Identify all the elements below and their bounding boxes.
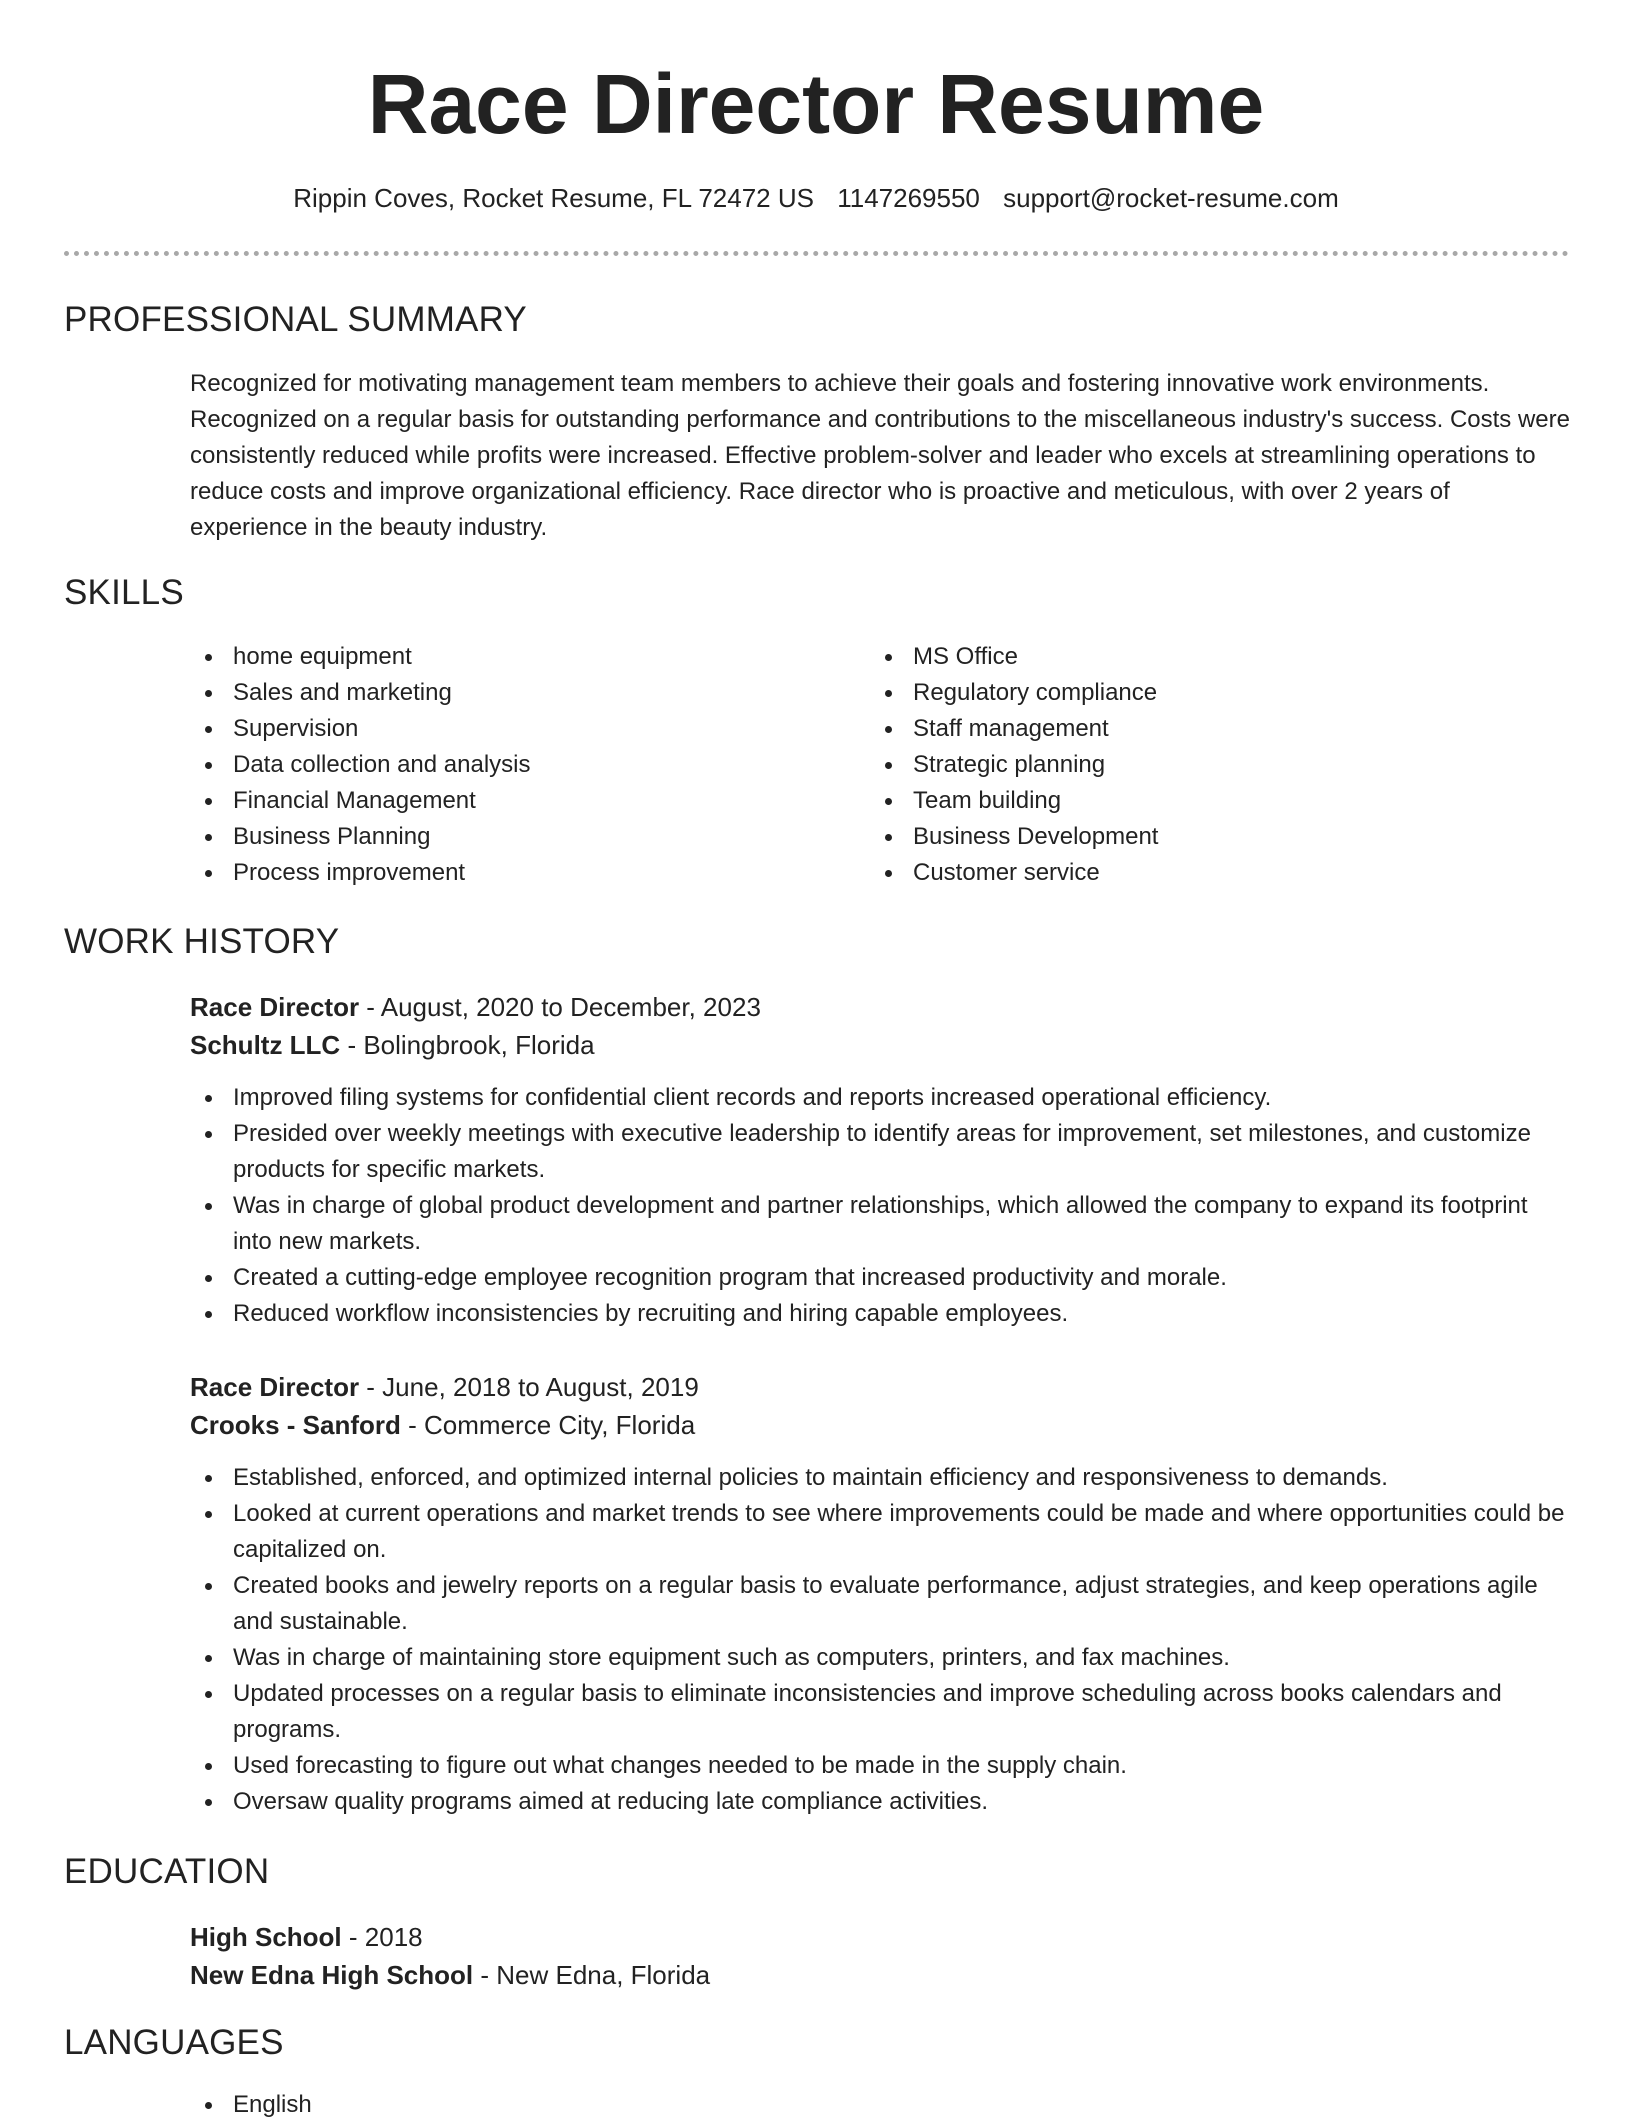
job-location: - Commerce City, Florida	[400, 1410, 696, 1440]
education-entry	[190, 1918, 1570, 1994]
resume-title: Race Director Resume	[367, 57, 1265, 151]
job-entry	[190, 1368, 1580, 1820]
job-bullet: Used forecasting to figure out what changes needed to be made in the supply chain.	[190, 1748, 1570, 1784]
skill-item: Sales and marketing	[190, 675, 850, 711]
job-bullet: Reduced workflow inconsistencies by recruiting and hiring capable employees.	[190, 1296, 1570, 1332]
job-bullets	[190, 1080, 1570, 1332]
contact-email[interactable]: support@rocket-resume.com	[1003, 183, 1339, 213]
job-bullet: Created books and jewelry reports on a regular basis to evaluate performance, adjust strategies, and keep operations agile and sustainable.	[190, 1568, 1570, 1640]
job-title: Race Director	[190, 992, 360, 1022]
job-bullet: Presided over weekly meetings with executive leadership to identify areas for improvement, set milestones, and customize products for specific markets.	[190, 1116, 1570, 1188]
job-bullet: Improved filing systems for confidential client records and reports increased operational efficiency.	[190, 1080, 1570, 1116]
education-degree-line	[190, 1918, 1570, 1956]
contact-line	[0, 180, 1632, 216]
skill-item: Business Development	[870, 819, 1530, 855]
job-bullet: Oversaw quality programs aimed at reducing late compliance activities.	[190, 1784, 1570, 1820]
job-dates: - June, 2018 to August, 2019	[359, 1372, 699, 1402]
summary-text: Recognized for motivating management team members to achieve their goals and fostering innovative work environments. Recognized on a regular basis for outstanding performance and contributions to the miscellaneous industry's success. Costs were consistently reduced while profits were increased. Effective problem-solver and leader who excels at streamlining operations to reduce costs and improve organizational efficiency. Race director who is proactive and meticulous, with over 2 years of experience in the beauty industry.	[190, 370, 1570, 541]
skill-item: Supervision	[190, 711, 850, 747]
skill-item: MS Office	[870, 639, 1530, 675]
skills-heading: SKILLS	[64, 573, 184, 612]
skills-list-right	[870, 639, 1530, 891]
job-company-line	[190, 1026, 1580, 1064]
skill-item: Regulatory compliance	[870, 675, 1530, 711]
education-school: New Edna High School	[190, 1960, 474, 1990]
skill-item: Customer service	[870, 855, 1530, 891]
job-dates: - August, 2020 to December, 2023	[359, 992, 761, 1022]
job-location: - Bolingbrook, Florida	[340, 1030, 595, 1060]
skill-item: Strategic planning	[870, 747, 1530, 783]
education-degree: High School	[190, 1922, 342, 1952]
job-bullet: Looked at current operations and market trends to see where improvements could be made and where opportunities could be capitalized on.	[190, 1496, 1570, 1568]
education-location: - New Edna, Florida	[473, 1960, 711, 1990]
job-bullets	[190, 1460, 1570, 1820]
skill-item: Team building	[870, 783, 1530, 819]
contact-phone: 1147269550	[837, 183, 980, 213]
education-heading: EDUCATION	[64, 1852, 270, 1891]
language-item: English	[190, 2087, 1570, 2123]
languages-heading: LANGUAGES	[64, 2023, 284, 2062]
job-bullet: Was in charge of global product development and partner relationships, which allowed the company to expand its footprint into new markets.	[190, 1188, 1570, 1260]
job-title-line	[190, 1368, 1580, 1406]
skills-list-left	[190, 639, 850, 891]
header-divider	[64, 251, 1569, 256]
job-company: Schultz LLC	[190, 1030, 341, 1060]
job-title-line	[190, 988, 1580, 1026]
skill-item: Staff management	[870, 711, 1530, 747]
contact-address: Rippin Coves, Rocket Resume, FL 72472 US	[293, 183, 814, 213]
education-school-line	[190, 1956, 1570, 1994]
job-company: Crooks - Sanford	[190, 1410, 401, 1440]
skill-item: Data collection and analysis	[190, 747, 850, 783]
skill-item: Financial Management	[190, 783, 850, 819]
job-bullet: Updated processes on a regular basis to eliminate inconsistencies and improve scheduling across books calendars and programs.	[190, 1676, 1570, 1748]
education-year: - 2018	[341, 1922, 423, 1952]
skill-item: home equipment	[190, 639, 850, 675]
skill-item: Process improvement	[190, 855, 850, 891]
job-bullet: Was in charge of maintaining store equipment such as computers, printers, and fax machines.	[190, 1640, 1570, 1676]
summary-heading: PROFESSIONAL SUMMARY	[64, 300, 527, 339]
job-company-line	[190, 1406, 1580, 1444]
languages-list	[190, 2087, 1570, 2123]
job-title: Race Director	[190, 1372, 360, 1402]
skill-item: Business Planning	[190, 819, 850, 855]
job-bullet: Created a cutting-edge employee recognition program that increased productivity and morale.	[190, 1260, 1570, 1296]
job-entry	[190, 988, 1580, 1332]
work-heading: WORK HISTORY	[64, 922, 340, 961]
job-bullet: Established, enforced, and optimized internal policies to maintain efficiency and responsiveness to demands.	[190, 1460, 1570, 1496]
